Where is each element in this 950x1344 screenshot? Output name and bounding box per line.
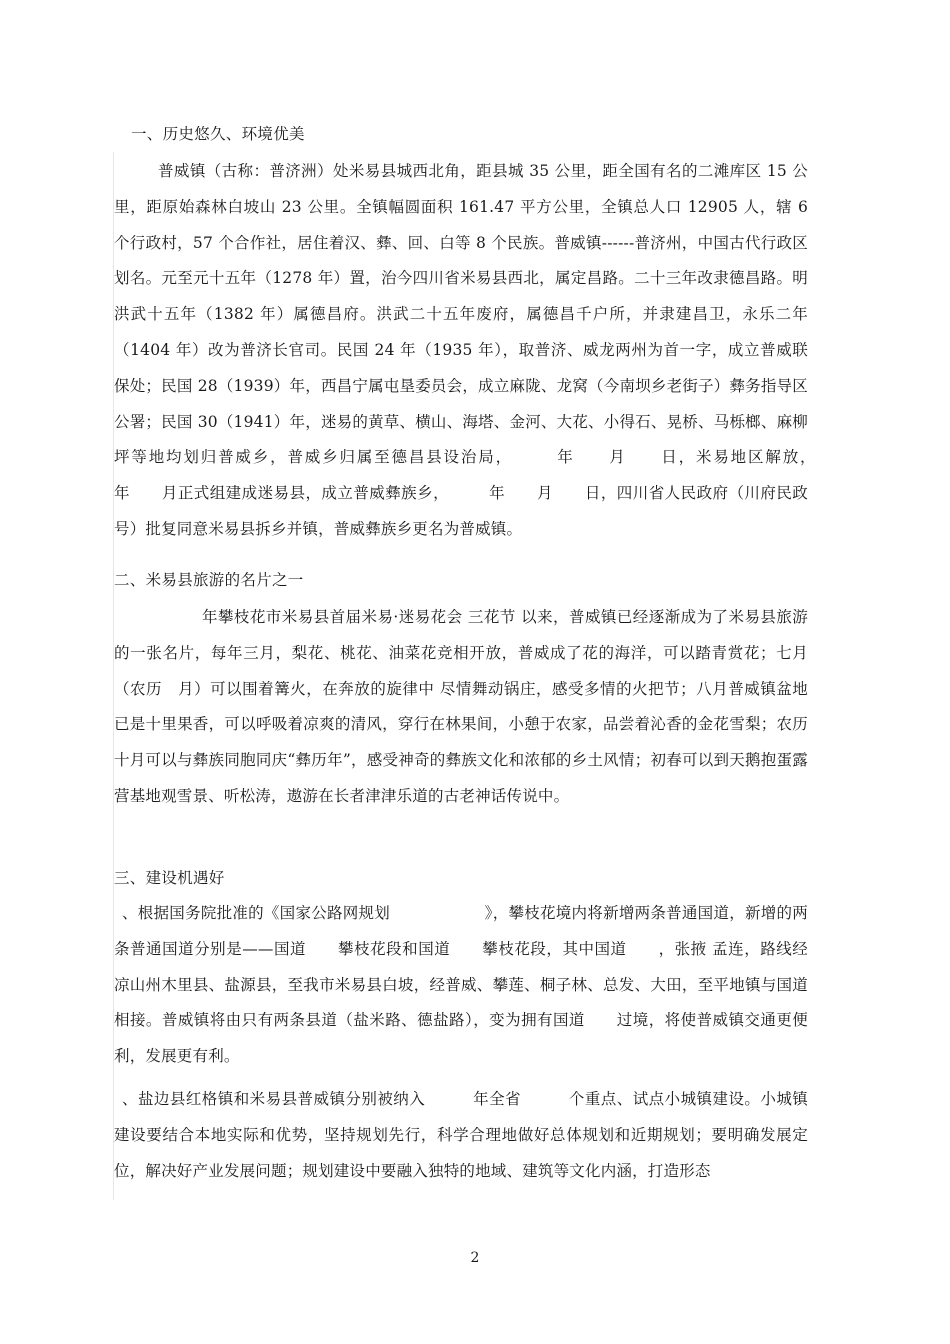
paragraph-history: 普威镇（古称：普济洲）处米易县城西北角，距县城 35 公里，距全国有名的二滩库区 15 公里，距原始森林白坡山 23 公里。全镇幅圆面积 161.47 平方公里，全镇总人口 12905 人，辖 6 个行政村，57 个合作社，居住着汉、彝、回、白等 8 个民族。普威镇------普济州，中国古代行政区划名。元至元十五年（1278 年）置，治今四川省米易县西北，属定昌路。二十三年改隶德昌路。明洪武十五年（1382 年）属德昌府。洪武二十五年废府，属德昌千户所，并隶建昌卫，永乐二年（1404 年）改为普济长官司。民国 24 年（1935 年），取普济、威龙两州为首一字，成立普威联保处；民国 28（1939）年，西昌宁属屯垦委员会，成立麻陇、龙窝（今南坝乡老街子）彝务指导区公署；民国 30（1941）年，迷易的黄草、横山、海塔、金河、大花、小得石、晃桥、马栎榔、麻柳坪等地均划归普威乡，普威乡归属至德昌县设治局， 年 月 日，米易地区解放， 年 月正式组建成迷易县，成立普威彝族乡， 年 月 日，四川省人民政府（川府民政 号）批复同意米易县拆乡并镇，普威彝族乡更名为普威镇。 [114, 162, 887, 538]
section-heading-tourism: 二、米易县旅游的名片之一 [114, 571, 304, 589]
section-heading-history: 一、历史悠久、环境优美 [131, 125, 305, 143]
paragraph-small-town: 、盐边县红格镇和米易县普威镇分别被纳入 年全省 个重点、试点小城镇建设。小城镇建设要结合本地实际和优势，坚持规划先行，科学合理地做好总体规划和近期规划；要明确发展定位，解决好产业发展问题；规划建设中要融入独特的地域、建筑等文化内涵，打造形态 [114, 1090, 808, 1180]
paragraph-highway: 、根据国务院批准的《国家公路网规划 》，攀枝花境内将新增两条普通国道，新增的两条普通国道分别是——国道 攀枝花段和国道 攀枝花段，其中国道 ，张掖 孟连，路线经凉山州木里县、盐源县，至我市米易县白坡，经普威、攀莲、桐子林、总发、大田，至平地镇与国道 相接。普威镇将由只有两条县道（盐米路、德盐路），变为拥有国道 过境，将使普威镇交通更便利，发展更有利。 [114, 904, 840, 1066]
section-heading-construction: 三、建设机遇好 [114, 869, 225, 887]
paragraph-tourism: 年攀枝花市米易县首届米易·迷易花会 三花节 以来，普威镇已经逐渐成为了米易县旅游的一张名片，每年三月，梨花、桃花、油菜花竞相开放，普威成了花的海洋，可以踏青赏花；七月（农历 月）可以围着篝火，在奔放的旋律中 尽情舞动锅庄，感受多情的火把节；八月普威镇盆地已是十里果香，可以呼吸着凉爽的清风，穿行在林果间，小憩于农家，品尝着沁香的金花雪梨；农历十月可以与彝族同胞同庆“彝历年”，感受神奇的彝族文化和浓郁的乡土风情；初春可以到天鹅抱蛋露营基地观雪景、听松涛，遨游在长者津津乐道的古老神话传说中。 [114, 608, 808, 805]
page-number: 2 [470, 1250, 480, 1266]
